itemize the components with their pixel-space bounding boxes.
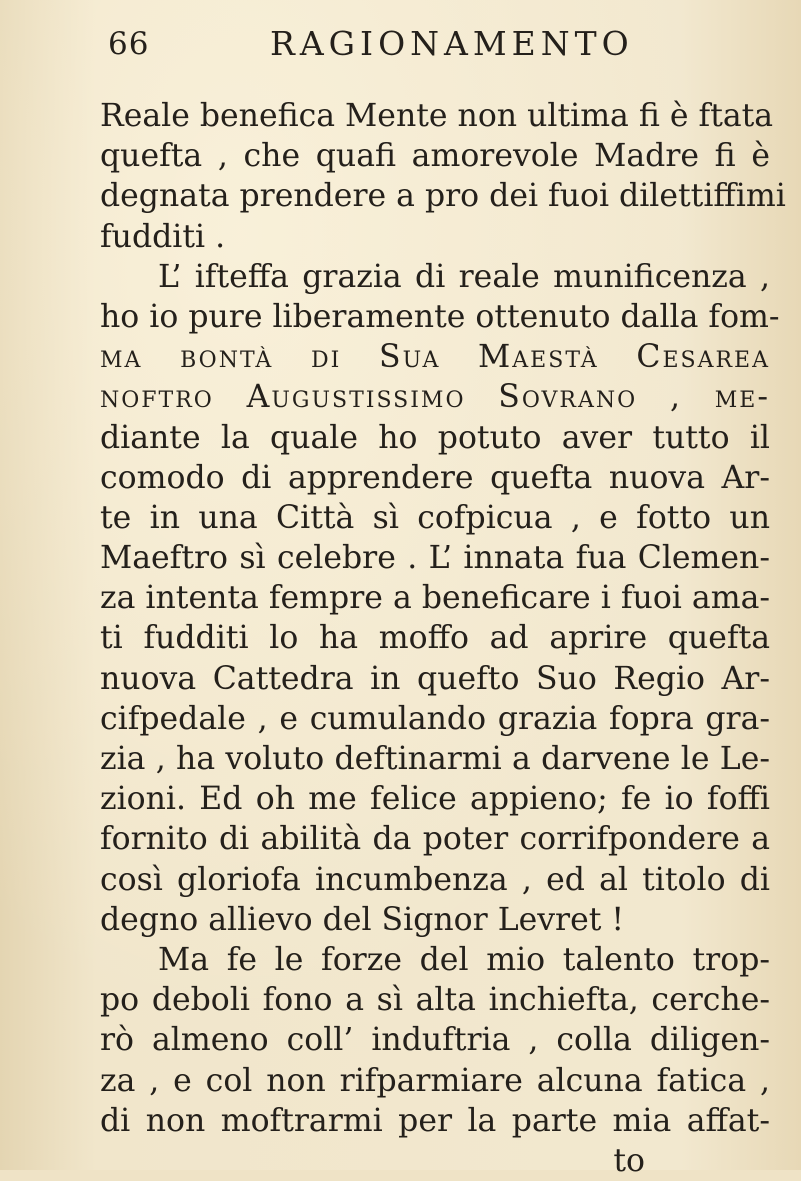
- text-line: zioni. Ed oh me felice appieno; fe io foffi: [100, 781, 770, 818]
- page-number: 66: [108, 26, 150, 62]
- text-line: ti fudditi lo ha moffo ad aprire quefta: [100, 620, 770, 657]
- text-line: fornito di abilità da poter corrifpondere a: [100, 821, 770, 858]
- text-line: degnata prendere a pro dei fuoi dilettiffimi: [100, 178, 786, 215]
- catchword: to: [613, 1142, 645, 1179]
- paragraph-start-line: L’ ifteffa grazia di reale munificenza ,: [158, 258, 770, 295]
- text-line: nuova Cattedra in quefto Suo Regio Ar-: [100, 660, 770, 697]
- text-line: noftro Augustissimo Sovrano , me-: [100, 379, 770, 416]
- text-line: cifpedale , e cumulando grazia fopra gra-: [100, 700, 770, 737]
- text-line: za , e col non rifparmiare alcuna fatica ,: [100, 1062, 770, 1099]
- text-line: così gloriofa incumbenza , ed al titolo di: [100, 861, 770, 898]
- text-line: rò almeno coll’ induftria , colla diligen-: [100, 1022, 770, 1059]
- text-line: diante la quale ho potuto aver tutto il: [100, 419, 770, 456]
- paragraph-start-line: Ma fe le forze del mio talento trop-: [158, 941, 770, 978]
- text-line: Maeftro sì celebre . L’ innata fua Clemen-: [100, 540, 770, 577]
- body-text: [100, 96, 786, 1181]
- text-line: di non moftrarmi per la parte mia affat-: [100, 1102, 770, 1139]
- text-line: Reale benefica Mente non ultima fi è ftata: [100, 98, 774, 134]
- page-header: [0, 18, 801, 68]
- text-line: zia , ha voluto deftinarmi a darvene le Le-: [100, 741, 770, 777]
- text-line: ho io pure liberamente ottenuto dalla fom-: [100, 298, 780, 335]
- running-title: RAGIONAMENTO: [270, 24, 634, 63]
- text-line: te in una Città sì cofpicua , e fotto un: [100, 499, 770, 536]
- text-line: quefta , che quafi amorevole Madre fi è: [100, 138, 770, 175]
- text-line: ma bontà di Sua Maestà Cesarea: [100, 339, 770, 376]
- paragraph-end-line: degno allievo del Signor Levret !: [100, 901, 625, 938]
- text-line: po deboli fono a sì alta inchiefta, cerche-: [100, 982, 770, 1019]
- paragraph-end-line: fudditi .: [100, 218, 226, 255]
- text-line: za intenta fempre a beneficare i fuoi ama-: [100, 580, 770, 617]
- text-line: comodo di apprendere quefta nuova Ar-: [100, 459, 770, 496]
